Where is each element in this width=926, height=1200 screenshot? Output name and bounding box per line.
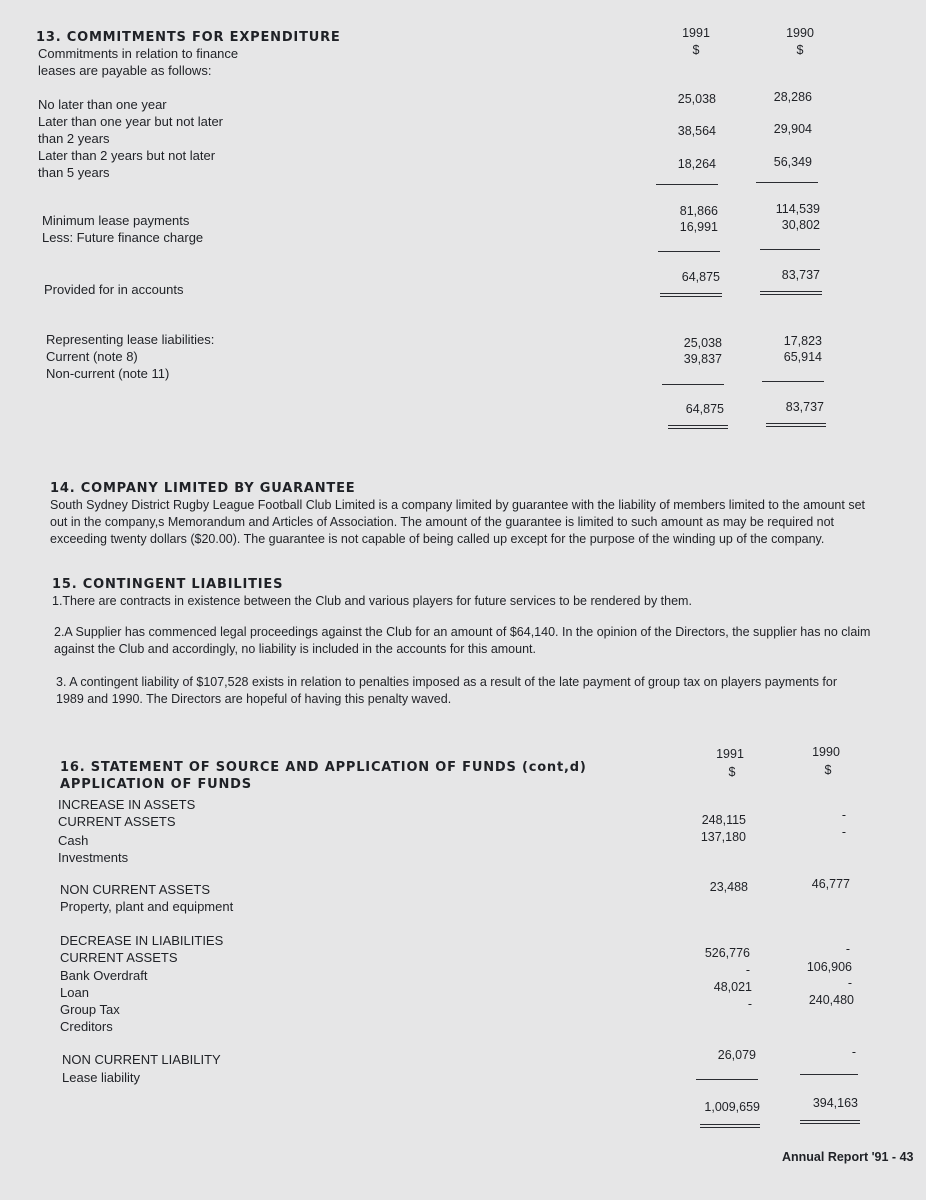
page-footer: Annual Report '91 - 43 xyxy=(782,1150,914,1164)
s16-lease-1990: - xyxy=(851,1045,856,1059)
section-16-title: 16. STATEMENT OF SOURCE AND APPLICATION OF FUNDS (cont,d) xyxy=(60,760,587,775)
section-15-title: 15. CONTINGENT LIABILITIES xyxy=(52,577,284,592)
s16-col-1990-currency: $ xyxy=(824,763,832,777)
s13-row1-1991: 25,038 xyxy=(677,92,716,106)
s13-provided-1991: 64,875 xyxy=(681,270,720,284)
s13-intro-line2: leases are payable as follows: xyxy=(38,63,212,78)
s13-min-rule-1990 xyxy=(760,249,820,250)
s16-grouptax-1990: - xyxy=(847,976,852,990)
s13-current-label: Current (note 8) xyxy=(46,349,138,364)
s13-row1-label2: Later than one year but not later xyxy=(38,114,224,129)
s13-col-1990-currency: $ xyxy=(796,43,804,57)
s13-row1-label: No later than one year xyxy=(38,97,167,112)
s16-col-1991-currency: $ xyxy=(728,765,736,779)
s13-min-label: Minimum lease payments xyxy=(42,213,190,228)
s16-lease-1991: 26,079 xyxy=(717,1048,756,1062)
s13-current-1990: 17,823 xyxy=(783,334,822,348)
s13-provided-label: Provided for in accounts xyxy=(44,282,184,297)
s15-item-2: 2.A Supplier has commenced legal proceedings against the Club for an amount of $64,140. In the opinion of the Directors, the supplier has no claim against the Club and accordingly, no liability is included in the accounts for this amount. xyxy=(54,625,871,656)
s16-loan-label: Loan xyxy=(60,985,89,1000)
s16-subtitle: APPLICATION OF FUNDS xyxy=(60,777,252,792)
s13-total-1990: 83,737 xyxy=(785,400,824,414)
s16-total-dbl-rule-1991 xyxy=(700,1124,760,1128)
s16-ppe-1991: 23,488 xyxy=(709,880,748,894)
s13-row3-1990: 56,349 xyxy=(773,155,812,169)
s16-creditors-1991: - xyxy=(747,997,752,1011)
s13-rep-rule-1991 xyxy=(662,384,724,385)
s16-creditors-1990: 240,480 xyxy=(808,993,854,1007)
s13-rep-label: Representing lease liabilities: xyxy=(46,332,215,347)
s16-investments-label: Investments xyxy=(58,850,129,865)
s16-loan-1991: - xyxy=(745,963,750,977)
s13-col-1991-currency: $ xyxy=(692,43,700,57)
s16-current-assets2-label: CURRENT ASSETS xyxy=(60,950,178,965)
s13-provided-dbl-rule-1990 xyxy=(760,291,822,295)
s16-non-current-assets-label: NON CURRENT ASSETS xyxy=(60,882,211,897)
s16-increase-label: INCREASE IN ASSETS xyxy=(58,797,196,812)
s13-col-1991: 1991 xyxy=(682,26,710,40)
section-14-title: 14. COMPANY LIMITED BY GUARANTEE xyxy=(50,481,356,496)
s13-row2-label: than 2 years xyxy=(38,131,110,146)
s13-subtotal-rule-1991 xyxy=(656,184,718,185)
s13-row3-1991: 18,264 xyxy=(677,157,716,171)
s13-less-1990: 30,802 xyxy=(781,218,820,232)
section-13-title: 13. COMMITMENTS FOR EXPENDITURE xyxy=(36,30,341,45)
s16-grouptax-1991: 48,021 xyxy=(713,980,752,994)
s13-noncurrent-1991: 39,837 xyxy=(683,352,722,366)
s13-min-1990: 114,539 xyxy=(775,202,820,216)
s16-loan-1990: 106,906 xyxy=(806,960,852,974)
s16-ppe-label: Property, plant and equipment xyxy=(60,899,234,914)
s13-total-dbl-rule-1990 xyxy=(766,423,826,427)
s16-subtotal-rule-1990 xyxy=(800,1074,858,1075)
s13-less-label: Less: Future finance charge xyxy=(42,230,204,245)
s13-min-rule-1991 xyxy=(658,251,720,252)
s16-overdraft-1990: - xyxy=(845,942,850,956)
s13-rep-rule-1990 xyxy=(762,381,824,382)
s15-item-3: 3. A contingent liability of $107,528 exists in relation to penalties imposed as a result of the late payment of group tax on players payments for 1989 and 1990. The Directors are hopeful of having this penalty waved. xyxy=(56,675,838,706)
s16-cash-1990: - xyxy=(841,808,846,822)
s16-lease-label: Lease liability xyxy=(62,1070,141,1085)
s13-min-1991: 81,866 xyxy=(679,204,718,218)
s13-row1-1990: 28,286 xyxy=(773,90,812,104)
s13-row2-label2: Later than 2 years but not later xyxy=(38,148,216,163)
s16-cash-1991: 248,115 xyxy=(701,813,746,827)
s13-intro-line1: Commitments in relation to finance xyxy=(38,46,239,61)
s13-provided-dbl-rule-1991 xyxy=(660,293,722,297)
s13-provided-1990: 83,737 xyxy=(781,268,820,282)
s16-creditors-label: Creditors xyxy=(60,1019,113,1034)
s15-item-1: 1.There are contracts in existence between the Club and various players for future services to be rendered by them. xyxy=(52,594,692,608)
s16-col-1990: 1990 xyxy=(812,745,840,759)
s16-non-current-liability-label: NON CURRENT LIABILITY xyxy=(62,1052,221,1067)
s16-total-1991: 1,009,659 xyxy=(704,1100,760,1114)
s16-overdraft-label: Bank Overdraft xyxy=(60,968,148,983)
s16-col-1991: 1991 xyxy=(716,747,744,761)
s13-row2-1990: 29,904 xyxy=(773,122,812,136)
s13-col-1990: 1990 xyxy=(786,26,814,40)
s16-total-dbl-rule-1990 xyxy=(800,1120,860,1124)
s16-cash-label: Cash xyxy=(58,833,89,848)
s13-total-dbl-rule-1991 xyxy=(668,425,728,429)
s16-ppe-1990: 46,777 xyxy=(811,877,850,891)
s16-investments-1990: - xyxy=(841,825,846,839)
s16-decrease-label: DECREASE IN LIABILITIES xyxy=(60,933,224,948)
s16-current-assets-label: CURRENT ASSETS xyxy=(58,814,176,829)
s14-paragraph: South Sydney District Rugby League Football Club Limited is a company limited by guarantee with the liability of members limited to the amount set out in the company,s Memorandum and Articles of Association. The amount of the guarantee is limited to such amount as may be required not exceeding twenty dollars ($20.00). The guarantee is not capable of being called up except for the purpose of the winding up of the company. xyxy=(50,498,865,546)
s13-total-1991: 64,875 xyxy=(685,402,724,416)
s13-subtotal-rule-1990 xyxy=(756,182,818,183)
s13-less-1991: 16,991 xyxy=(679,220,718,234)
s13-noncurrent-1990: 65,914 xyxy=(783,350,822,364)
s13-row2-1991: 38,564 xyxy=(677,124,716,138)
s16-grouptax-label: Group Tax xyxy=(60,1002,120,1017)
s16-subtotal-rule-1991 xyxy=(696,1079,758,1080)
s16-investments-1991: 137,180 xyxy=(700,830,746,844)
s16-total-1990: 394,163 xyxy=(812,1096,858,1110)
s16-overdraft-1991: 526,776 xyxy=(704,946,750,960)
s13-row3-label: than 5 years xyxy=(38,165,110,180)
s13-noncurrent-label: Non-current (note 11) xyxy=(46,366,170,381)
s13-current-1991: 25,038 xyxy=(683,336,722,350)
